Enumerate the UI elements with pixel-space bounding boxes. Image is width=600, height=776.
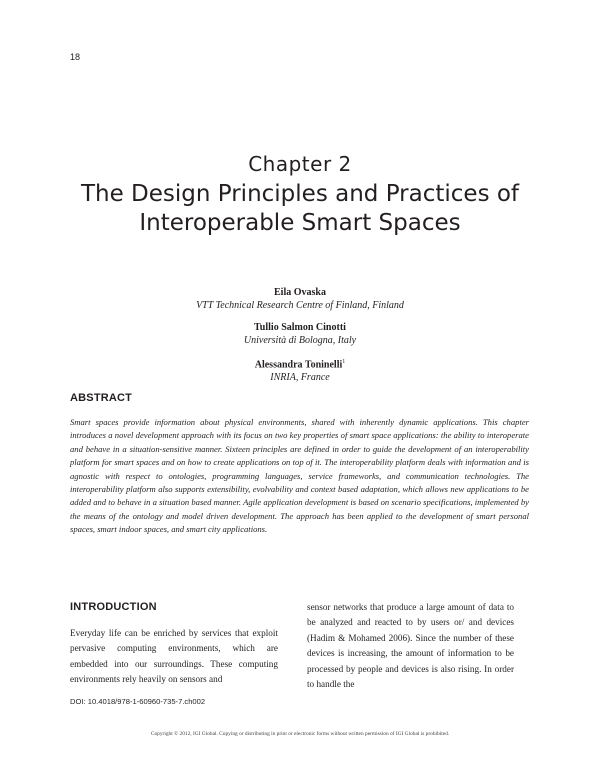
author-affiliation: VTT Technical Research Centre of Finland, Finland (196, 300, 404, 311)
author-affiliation: INRIA, France (270, 372, 330, 384)
author-entry (0, 321, 600, 347)
abstract-heading: ABSTRACT (70, 392, 133, 404)
chapter-title: The Design Principles and Practices of Interoperable Smart Spaces (80, 181, 520, 236)
introduction-left-column: Everyday life can be enriched by services that exploit pervasive computing environments, which are embedded into our surroundings. These computing environments rely heavily on sensors and (70, 628, 278, 685)
page-number: 18 (70, 52, 81, 62)
author-affiliation: Università di Bologna, Italy (243, 335, 357, 346)
author-name: Alessandra Toninelli$^1$ (254, 359, 346, 371)
abstract-text: Smart spaces provide information about physical environments, shared with inherently dynamic applications. This chapter introduces a novel development approach with its focus on two key properties of smart space applications: the ability to interoperate and behave in a situation-sensitive manner. Sixteen principles are defined in order to guide the development of an interoperability platform for smart spaces and on how to create applications on top of it. The interoperability platform deals with information and is agnostic with respect to ontologies, programming languages, service frameworks, and communication technologies. The interoperability platform also supports extensibility, evolvability and context based adaptation, which allows new applications to be added and to behave in a situation based manner. Agile application development is based on scenario specifications, implemented by the means of the ontology and model driven development. The approach has been applied to the development of smart personal spaces, smart indoor spaces, and smart city applications. (70, 417, 529, 535)
introduction-right-column: sensor networks that produce a large amount of data to be analyzed and reacted to by users or/ and devices (Hadim & Mohamed 2006). Since the number of these devices is increasing, the amount of information to be processed by people and devices is also rising. In order to handle the (307, 602, 514, 690)
doi-line: DOI: 10.4018/978-1-60960-735-7.ch002 (70, 697, 206, 706)
author-entry (0, 286, 600, 312)
chapter-label: Chapter 2 (248, 152, 352, 176)
author-entry (0, 356, 600, 384)
author-name: Tullio Salmon Cinotti (254, 322, 346, 333)
footnote-marker[interactable]: 1 (342, 359, 346, 365)
author-name: Eila Ovaska (274, 287, 326, 298)
copyright-notice: Copyright © 2012, IGI Global. Copying or distributing in print or electronic forms without written permission of IGI Global is prohibited. (150, 731, 450, 737)
introduction-heading: INTRODUCTION (70, 601, 157, 613)
author-list (0, 286, 600, 393)
